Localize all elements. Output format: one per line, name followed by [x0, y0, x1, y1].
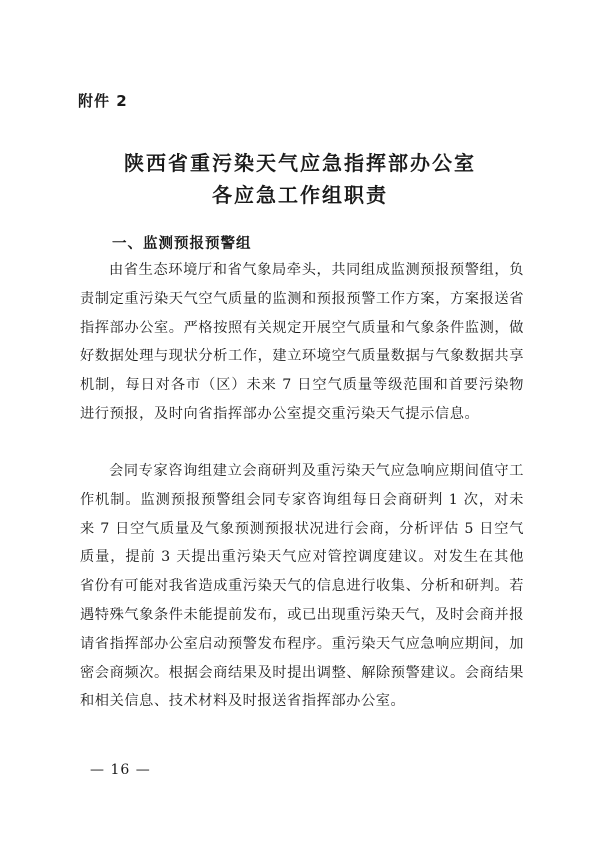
document-title-line2: 各应急工作组职责: [212, 183, 388, 207]
section-heading: 一、监测预报预警组: [112, 236, 252, 252]
document-title-line1: 陕西省重污染天气应急指挥部办公室: [124, 151, 476, 175]
body-paragraph-1: 由省生态环境厅和省气象局牵头，共同组成监测预报预警组，负责制定重污染天气空气质量的监测和预报预警工作方案，方案报送省指挥部办公室。严格按照有关规定开展空气质量和气象条件监测，做好数据处理与现状分析工作，建立环境空气质量数据与气象数据共享机制，每日对各市（区）未来 7 日空气质量等级范围和首要污染物进行预报，及时向省指挥部办公室提交重污染天气提示信息。: [80, 262, 524, 422]
body-paragraph-2: 会同专家咨询组建立会商研判及重污染天气应急响应期间值守工作机制。监测预报预警组会同专家咨询组每日会商研判 1 次，对未来 7 日空气质量及气象预测预报状况进行会商，分析评估 5 日空气质量，提前 3 天提出重污染天气应对管控调度建议。对发生在其他省份有可能对我省造成重污染天气的信息进行收集、分析和研判。若遇特殊气象条件未能提前发布，或已出现重污染天气，及时会商并报请省指挥部办公室启动预警发布程序。重污染天气应急响应期间，加密会商频次。根据会商结果及时提出调整、解除预警建议。会商结果和相关信息、技术材料及时报送省指挥部办公室。: [80, 463, 524, 710]
attachment-label: 附件 2: [78, 92, 128, 110]
page-number: — 16 —: [90, 762, 151, 778]
